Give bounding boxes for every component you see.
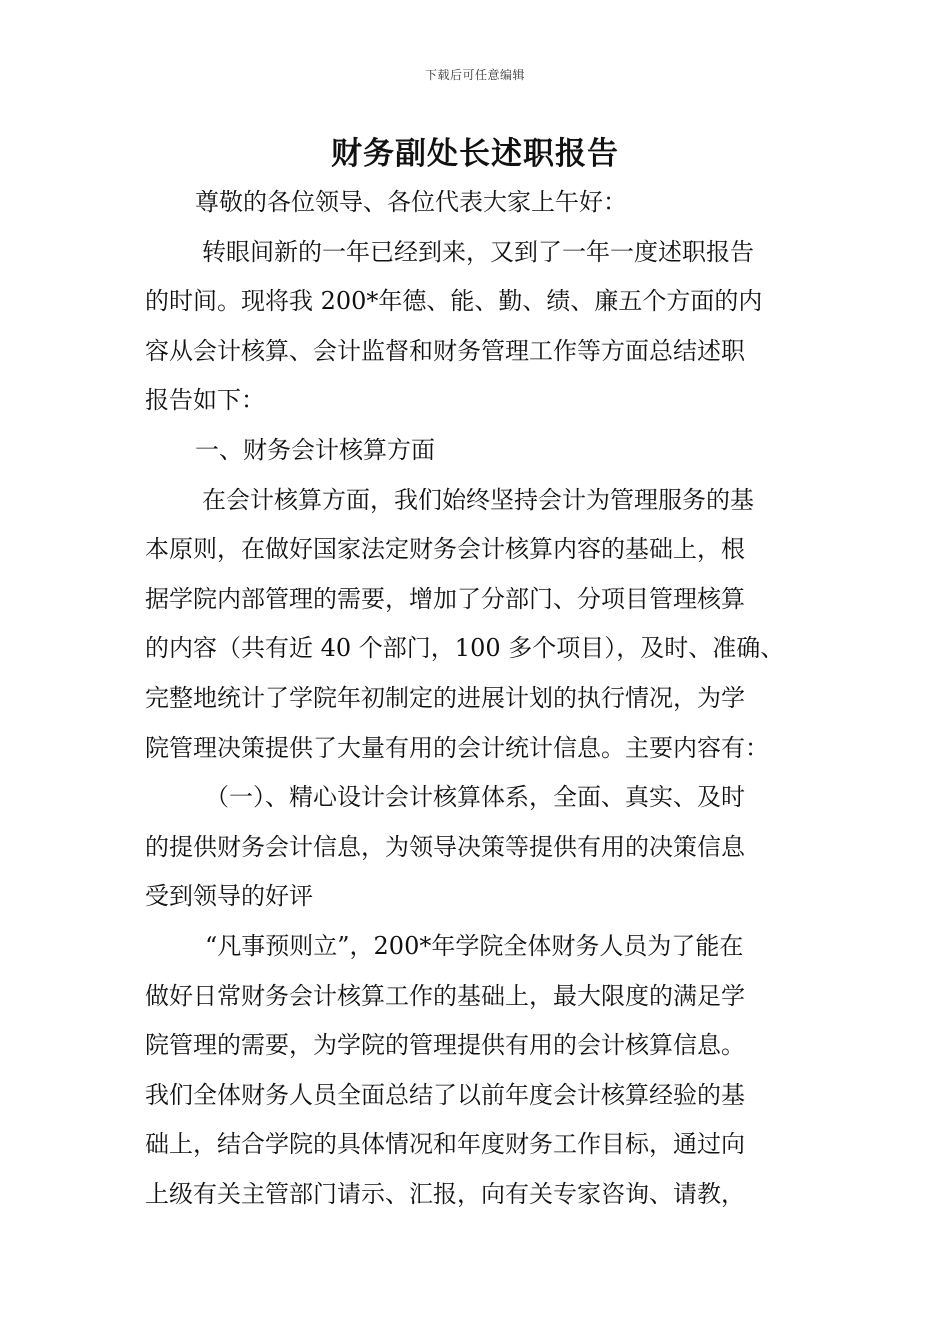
- subsection-heading: （一）、精心设计会计核算体系，全面、真实、及时: [205, 783, 745, 812]
- document-body: [145, 178, 810, 1219]
- section-heading: 一、财务会计核算方面: [195, 435, 435, 464]
- paragraph-line: 转眼间新的一年已经到来，又到了一年一度述职报告: [202, 237, 754, 266]
- paragraph-line: 本原则，在做好国家法定财务会计核算内容的基础上，根: [145, 535, 745, 564]
- paragraph-line: 院管理的需要，为学院的管理提供有用的会计核算信息。: [145, 1031, 745, 1060]
- subsection-heading: 的提供财务会计信息，为领导决策等提供有用的决策信息: [145, 832, 745, 861]
- paragraph-line: 做好日常财务会计核算工作的基础上，最大限度的满足学: [145, 981, 745, 1010]
- paragraph-line: 完整地统计了学院年初制定的进展计划的执行情况，为学: [145, 683, 745, 712]
- subsection-heading: 受到领导的好评: [145, 882, 313, 911]
- paragraph-line: 上级有关主管部门请示、汇报，向有关专家咨询、请教，: [145, 1179, 745, 1208]
- header-note: 下载后可任意编辑: [424, 68, 525, 82]
- document-title: 财务副处长述职报告: [331, 136, 619, 172]
- paragraph-line: 的内容（共有近 40 个部门，100 多个项目），及时、准确、: [145, 634, 785, 663]
- paragraph-line: 院管理决策提供了大量有用的会计统计信息。主要内容有：: [145, 733, 769, 762]
- salutation-line: 尊敬的各位领导、各位代表大家上午好：: [195, 188, 627, 216]
- paragraph-line: 我们全体财务人员全面总结了以前年度会计核算经验的基: [145, 1080, 745, 1109]
- paragraph-line: 的时间。现将我 200*年德、能、勤、绩、廉五个方面的内: [145, 287, 763, 316]
- paragraph-line: 在会计核算方面，我们始终坚持会计为管理服务的基: [202, 485, 754, 514]
- paragraph-line: 容从会计核算、会计监督和财务管理工作等方面总结述职: [145, 336, 745, 365]
- paragraph-line: 据学院内部管理的需要，增加了分部门、分项目管理核算: [145, 584, 745, 613]
- paragraph-line: 报告如下：: [145, 386, 265, 415]
- paragraph-line: 础上，结合学院的具体情况和年度财务工作目标，通过向: [145, 1130, 745, 1159]
- paragraph-line: “凡事预则立”，200*年学院全体财务人员为了能在: [205, 931, 744, 960]
